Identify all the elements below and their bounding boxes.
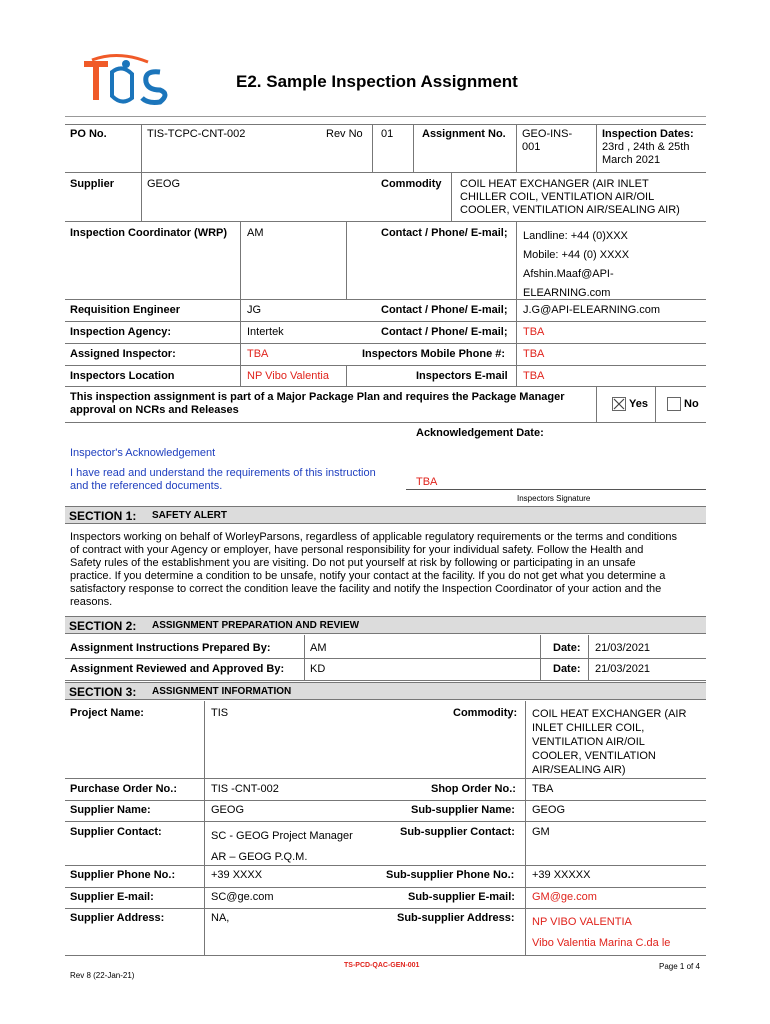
supplier-address-value: NA, — [211, 912, 230, 924]
agency-contact: TBA — [523, 326, 545, 338]
commodity-label: Commodity — [381, 178, 442, 190]
requisition-value: JG — [247, 304, 262, 316]
footer-rev: Rev 8 (22-Jan-21) — [70, 971, 135, 980]
commodity-info-label: Commodity: — [453, 707, 518, 719]
sub-supplier-email-value: GM@ge.com — [532, 891, 597, 903]
po-value: TIS-TCPC-CNT-002 — [147, 128, 246, 140]
commodity-value: COIL HEAT EXCHANGER (AIR INLET CHILLER COIL, VENTILATION AIR/OIL COOLER, VENTILATION AIR/SEALING AIR) — [460, 178, 680, 216]
project-value: TIS — [211, 707, 229, 719]
prepared-date-label: Date: — [553, 642, 581, 654]
section1-header — [65, 506, 706, 524]
ack-text: I have read and understand the requirements of this instruction and the referenced documents. — [70, 467, 376, 492]
assignment-label: Assignment No. — [422, 128, 506, 140]
signature-label: Inspectors Signature — [517, 494, 591, 503]
sub-supplier-address-value: NP VIBO VALENTIA Vibo Valentia Marina C.da le — [532, 916, 671, 949]
section1-number: SECTION 1: — [69, 509, 137, 523]
purchase-order-label: Purchase Order No.: — [70, 783, 177, 795]
inspector-email-label: Inspectors E-mail — [416, 370, 508, 382]
supplier-contact-value: SC - GEOG Project Manager AR – GEOG P.Q.M. — [211, 830, 353, 863]
yes-label: Yes — [629, 398, 648, 410]
section1-title: SAFETY ALERT — [152, 510, 228, 521]
sub-supplier-address-label: Sub-supplier Address: — [397, 912, 515, 924]
footer-page: Page 1 of 4 — [659, 962, 700, 971]
section2-number: SECTION 2: — [69, 619, 137, 633]
section2-title: ASSIGNMENT PREPARATION AND REVIEW — [152, 620, 360, 631]
logo-graphic — [78, 52, 173, 108]
dates-value: 23rd , 24th & 25th March 2021 — [602, 141, 690, 166]
rev-value: 01 — [381, 128, 394, 140]
section3-number: SECTION 3: — [69, 685, 137, 699]
sub-supplier-contact-value: GM — [532, 826, 550, 838]
reviewed-label: Assignment Reviewed and Approved By: — [70, 663, 285, 675]
checkmark-x-icon — [613, 398, 625, 410]
sub-supplier-name-value: GEOG — [532, 804, 566, 816]
agency-value: Intertek — [247, 326, 284, 338]
requisition-label: Requisition Engineer — [70, 304, 181, 316]
prepared-date: 21/03/2021 — [595, 642, 651, 654]
coordinator-value: AM — [247, 227, 264, 239]
dates-label: Inspection Dates: — [602, 128, 694, 140]
location-label: Inspectors Location — [70, 370, 175, 382]
supplier-email-value: SC@ge.com — [211, 891, 274, 903]
no-checkbox[interactable] — [667, 397, 681, 411]
section3-title: ASSIGNMENT INFORMATION — [152, 686, 292, 697]
section3-header — [65, 682, 706, 700]
section2-header — [65, 616, 706, 634]
supplier-address-label: Supplier Address: — [70, 912, 165, 924]
prepared-value: AM — [310, 642, 327, 654]
assignment-value: GEO-INS- 001 — [522, 128, 573, 153]
sub-supplier-contact-label: Sub-supplier Contact: — [400, 826, 515, 838]
agency-contact-label: Contact / Phone/ E-mail; — [381, 326, 508, 338]
company-logo — [78, 52, 173, 108]
yes-checkbox[interactable] — [612, 397, 626, 411]
supplier-phone-label: Supplier Phone No.: — [70, 869, 176, 881]
requisition-contact-label: Contact / Phone/ E-mail; — [381, 304, 508, 316]
shop-order-label: Shop Order No.: — [431, 783, 516, 795]
signature-value: TBA — [416, 476, 438, 488]
commodity-info-value: COIL HEAT EXCHANGER (AIR INLET CHILLER COIL, VENTILATION AIR/OIL COOLER, VENTILATION AIR/SEALING AIR) — [532, 708, 687, 776]
shop-order-value: TBA — [532, 783, 554, 795]
sub-supplier-name-label: Sub-supplier Name: — [411, 804, 515, 816]
footer-doc-code: TS-PCD-QAC-GEN-001 — [344, 962, 420, 969]
reviewed-date: 21/03/2021 — [595, 663, 651, 675]
supplier-label: Supplier — [70, 178, 115, 190]
inspector-email-value: TBA — [523, 370, 545, 382]
supplier-email-label: Supplier E-mail: — [70, 891, 154, 903]
title-rule — [65, 116, 706, 117]
mobile-label: Inspectors Mobile Phone #: — [362, 348, 506, 360]
coordinator-contact-label: Contact / Phone/ E-mail; — [381, 227, 508, 239]
sub-supplier-phone-label: Sub-supplier Phone No.: — [386, 869, 515, 881]
sub-supplier-email-label: Sub-supplier E-mail: — [408, 891, 515, 903]
purchase-order-value: TIS -CNT-002 — [211, 783, 279, 795]
mobile-value: TBA — [523, 348, 545, 360]
requisition-contact: J.G@API-ELEARNING.com — [523, 304, 661, 316]
po-label: PO No. — [70, 128, 107, 140]
signature-line — [406, 489, 706, 490]
inspector-label: Assigned Inspector: — [70, 348, 176, 360]
package-plan-text: This inspection assignment is part of a Major Package Plan and requires the Package Manager approval on NCRs and Releases — [70, 391, 565, 416]
project-label: Project Name: — [70, 707, 144, 719]
sub-supplier-phone-value: +39 XXXXX — [532, 869, 591, 881]
supplier-contact-label: Supplier Contact: — [70, 826, 162, 838]
supplier-name-value: GEOG — [211, 804, 245, 816]
location-value: NP Vibo Valentia — [247, 370, 329, 382]
inspector-value: TBA — [247, 348, 269, 360]
coordinator-label: Inspection Coordinator (WRP) — [70, 227, 228, 239]
reviewed-value: KD — [310, 663, 326, 675]
supplier-value: GEOG — [147, 178, 181, 190]
reviewed-date-label: Date: — [553, 663, 581, 675]
prepared-label: Assignment Instructions Prepared By: — [70, 642, 271, 654]
safety-alert-body: Inspectors working on behalf of WorleyParsons, regardless of applicable regulatory requirements or the terms and conditions of contract with your Agency or employer, have personal responsibility for your individual safety. Follow the Health and Safety rules of the establishment you are visiting. Do not put yourself at risk by following or participating in an unsafe practice. If you determine a condition to be unsafe, notify your contact at the facility. If you do not get what you determine a satisfactory response to correct the condition leave the facility and notify the Inspection Coordinator of your action and the reasons. — [70, 531, 677, 608]
agency-label: Inspection Agency: — [70, 326, 172, 338]
coordinator-contact: Landline: +44 (0)XXX Mobile: +44 (0) XXXX Afshin.Maaf@API- ELEARNING.com — [523, 230, 630, 299]
ack-date-label: Acknowledgement Date: — [416, 427, 544, 439]
page-title: E2. Sample Inspection Assignment — [236, 72, 518, 91]
rev-label: Rev No — [326, 128, 363, 140]
ack-title: Inspector's Acknowledgement — [70, 447, 216, 459]
supplier-name-label: Supplier Name: — [70, 804, 151, 816]
supplier-phone-value: +39 XXXX — [211, 869, 263, 881]
no-label: No — [684, 398, 699, 410]
